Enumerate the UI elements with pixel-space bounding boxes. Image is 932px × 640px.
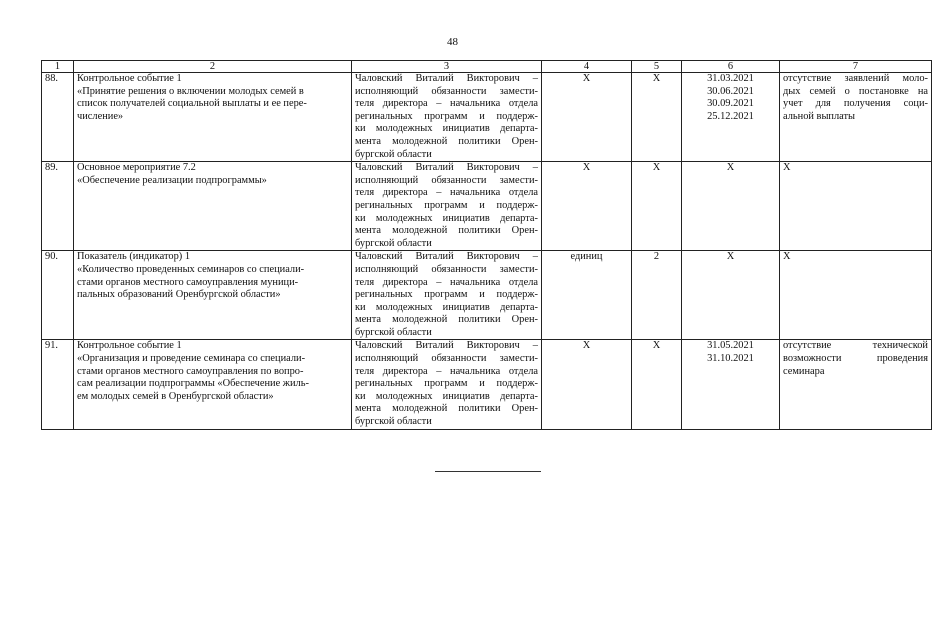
c7-line: учет для получения соци-	[783, 98, 928, 110]
footer-divider	[435, 471, 541, 472]
c7-line: отсутствие заявлений моло-	[783, 73, 928, 84]
unit-cell: единиц	[542, 251, 632, 340]
value-cell: Х	[632, 73, 682, 162]
responsible-line: Чаловский Виталий Викторович –	[355, 340, 538, 352]
column-header: 6	[682, 61, 780, 73]
responsible-line: Чаловский Виталий Викторович –	[355, 162, 538, 174]
responsible-line: бургской области	[355, 237, 432, 249]
column-header: 1	[42, 61, 74, 73]
row-number: 90.	[42, 251, 74, 340]
responsible-line: теля директора – начальника отдела	[355, 187, 538, 199]
date-cell	[682, 251, 780, 340]
responsible-line: мента молодежной политики Орен-	[355, 225, 538, 237]
responsible-line: мента молодежной политики Орен-	[355, 403, 538, 415]
c7-line: отсутствие технической	[783, 340, 928, 352]
c7-line: возможности проведения	[783, 353, 928, 365]
responsible-line: теля директора – начальника отдела	[355, 276, 538, 288]
responsible-line: мента молодежной политики Орен-	[355, 314, 538, 326]
item-line: список получателей социальной выплаты и ее пере-	[77, 98, 307, 110]
c7-line: дых семей о постановке на	[783, 85, 928, 97]
date-cell	[682, 162, 780, 251]
responsible-line: ки молодежных инициатив департа-	[355, 123, 538, 135]
c6-line: 25.12.2021	[707, 110, 754, 122]
responsible-line: исполняющий обязанности замести-	[355, 353, 538, 365]
c7-line: Х	[783, 251, 791, 263]
c6-line: 30.09.2021	[707, 98, 754, 110]
responsible-person	[352, 73, 542, 162]
responsible-line: теля директора – начальника отдела	[355, 98, 538, 110]
c7-line: альной выплаты	[783, 110, 856, 122]
column-header: 5	[632, 61, 682, 73]
responsible-line: исполняющий обязанности замести-	[355, 174, 538, 186]
unit-cell: Х	[542, 73, 632, 162]
responsible-line: регинальных программ и поддерж-	[355, 289, 538, 301]
item-line: сам реализации подпрограммы «Обеспечение жиль-	[77, 378, 309, 390]
c6-line: 31.05.2021	[707, 340, 754, 352]
column-header: 4	[542, 61, 632, 73]
item-description	[74, 251, 352, 340]
table-row	[42, 251, 932, 340]
value-cell: Х	[632, 162, 682, 251]
row-number: 89.	[42, 162, 74, 251]
item-description	[74, 162, 352, 251]
c6-line: 31.03.2021	[707, 73, 754, 84]
item-line: «Принятие решения о включении молодых семей в	[77, 85, 304, 97]
item-line: Контрольное событие 1	[77, 73, 182, 84]
page-number: 48	[447, 36, 458, 48]
column-header: 2	[74, 61, 352, 73]
c6-line: Х	[726, 162, 735, 174]
column-header: 3	[352, 61, 542, 73]
value-cell: 2	[632, 251, 682, 340]
c6-line: Х	[726, 251, 735, 263]
item-line: Основное мероприятие 7.2	[77, 162, 196, 174]
item-description	[74, 73, 352, 162]
responsible-line: бургской области	[355, 416, 432, 428]
unit-cell: Х	[542, 162, 632, 251]
item-line: ем молодых семей в Оренбургской области»	[77, 390, 274, 402]
date-cell	[682, 340, 780, 429]
responsible-line: Чаловский Виталий Викторович –	[355, 251, 538, 263]
row-number: 91.	[42, 340, 74, 429]
item-line: «Количество проведенных семинаров со специали-	[77, 263, 305, 275]
c7-line: Х	[783, 162, 791, 174]
responsible-line: бургской области	[355, 326, 432, 338]
item-description	[74, 340, 352, 429]
responsible-person	[352, 251, 542, 340]
responsible-line: ки молодежных инициатив департа-	[355, 212, 538, 224]
risk-cell	[780, 251, 932, 340]
table-header-row	[42, 61, 932, 73]
unit-cell: Х	[542, 340, 632, 429]
responsible-line: мента молодежной политики Орен-	[355, 135, 538, 147]
item-line: Контрольное событие 1	[77, 340, 182, 352]
responsible-line: регинальных программ и поддерж-	[355, 199, 538, 211]
item-line: пальных образований Оренбургской области»	[77, 289, 281, 301]
table-row	[42, 340, 932, 429]
item-line: «Обеспечение реализации подпрограммы»	[77, 174, 267, 186]
value-cell: Х	[632, 340, 682, 429]
item-line: Показатель (индикатор) 1	[77, 251, 191, 263]
responsible-line: исполняющий обязанности замести-	[355, 85, 538, 97]
item-line: «Организация и проведение семинара со специали-	[77, 353, 306, 365]
table-row	[42, 162, 932, 251]
responsible-line: бургской области	[355, 148, 432, 160]
c6-line: 30.06.2021	[707, 85, 754, 97]
c6-line: 31.10.2021	[707, 353, 754, 365]
item-line: стами органов местного самоуправления по вопро-	[77, 365, 304, 377]
responsible-line: исполняющий обязанности замести-	[355, 263, 538, 275]
responsible-line: регинальных программ и поддерж-	[355, 110, 538, 122]
column-header: 7	[780, 61, 932, 73]
responsible-person	[352, 340, 542, 429]
plan-table	[41, 60, 932, 430]
responsible-line: ки молодежных инициатив департа-	[355, 390, 538, 402]
item-line: стами органов местного самоуправления муници-	[77, 276, 299, 288]
responsible-line: Чаловский Виталий Викторович –	[355, 73, 538, 84]
responsible-line: регинальных программ и поддерж-	[355, 378, 538, 390]
risk-cell	[780, 162, 932, 251]
risk-cell	[780, 73, 932, 162]
item-line: числение»	[77, 110, 124, 122]
responsible-person	[352, 162, 542, 251]
row-number: 88.	[42, 73, 74, 162]
responsible-line: теля директора – начальника отдела	[355, 365, 538, 377]
responsible-line: ки молодежных инициатив департа-	[355, 301, 538, 313]
risk-cell	[780, 340, 932, 429]
date-cell	[682, 73, 780, 162]
table-row	[42, 73, 932, 162]
c7-line: семинара	[783, 365, 825, 377]
